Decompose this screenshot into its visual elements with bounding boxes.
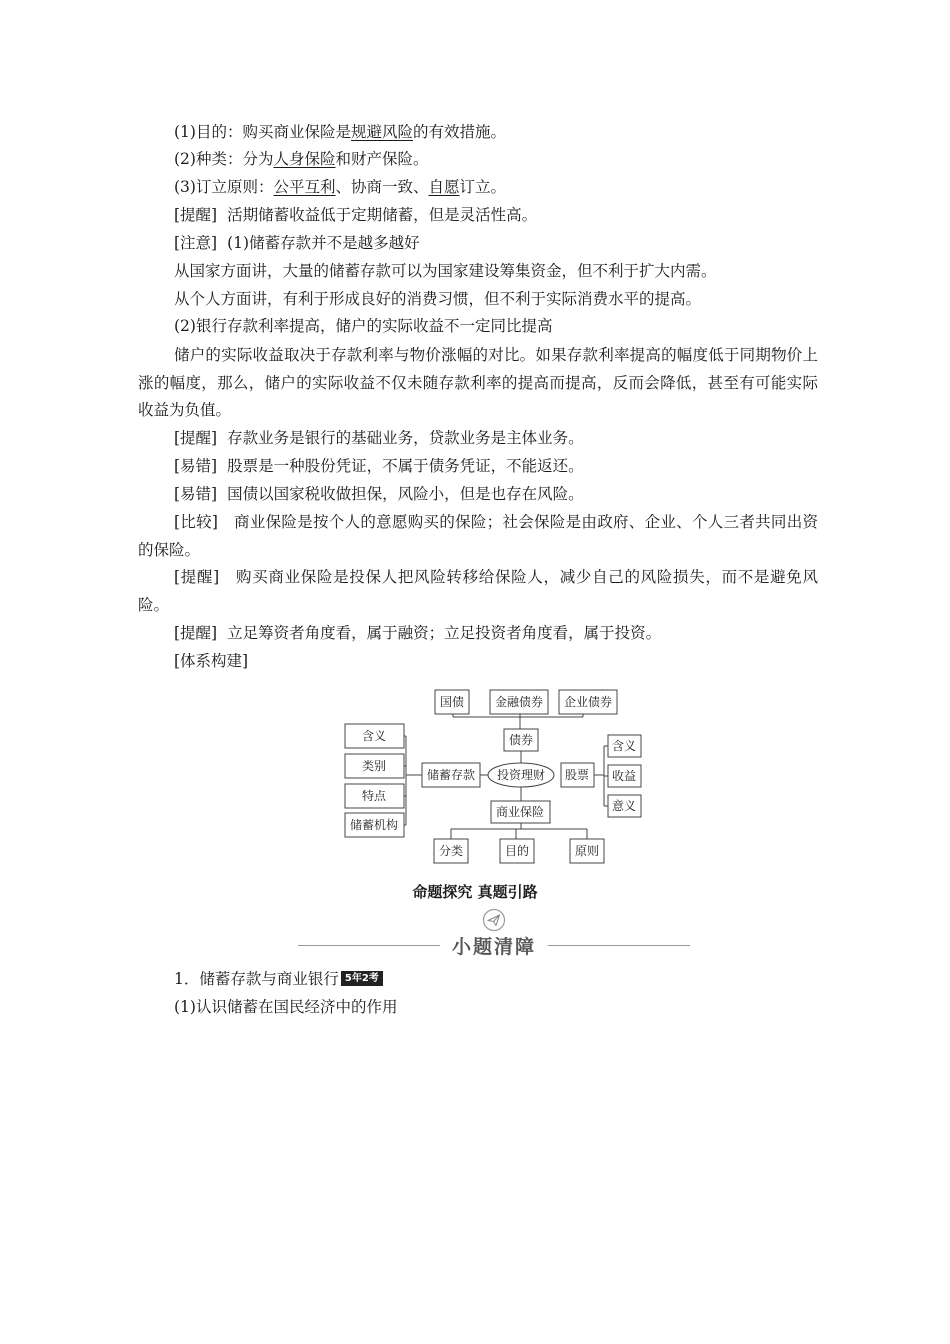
node-left-institutions-label: 储蓄机构 [349, 818, 399, 832]
paragraph-reminder-3: [提醒] 购买商业保险是投保人把风险转移给保险人，减少自己的风险损失，而不是避免风险。 [138, 568, 818, 614]
node-right-return-label: 收益 [611, 769, 637, 783]
banner-title: 小题清障 [451, 936, 536, 958]
node-savings-label: 储蓄存款 [426, 768, 476, 782]
node-left-category-label: 类别 [361, 759, 387, 773]
question-subitem: (1)认识储蓄在国民经济中的作用 [174, 998, 398, 1016]
paragraph-compare: [比较] 商业保险是按个人的意愿购买的保险；社会保险是由政府、企业、个人三者共同出资的保险。 [138, 513, 818, 559]
node-bottom-classification-label: 分类 [438, 844, 464, 858]
line-principles: (3)订立原则：公平互利、协商一致、自愿订立。 [174, 178, 507, 196]
line-error-2: [易错] 国债以国家税收做担保，风险小，但是也存在风险。 [174, 485, 584, 503]
concept-map-diagram [330, 684, 650, 870]
node-left-meaning-label: 含义 [361, 729, 387, 743]
paper-plane-icon [482, 908, 506, 932]
line-reminder-4: [提醒] 立足筹资者角度看，属于融资；立足投资者角度看，属于投资。 [174, 624, 662, 642]
line-error-1: [易错] 股票是一种股份凭证，不属于债务凭证，不能返还。 [174, 457, 584, 475]
node-center-label: 投资理财 [496, 768, 546, 782]
node-corporate-bonds-label: 企业债券 [563, 695, 613, 709]
node-bottom-principle-label: 原则 [574, 844, 600, 858]
node-left-features-label: 特点 [361, 789, 387, 803]
node-financial-bonds-label: 金融债券 [494, 695, 544, 709]
line-personal: 从个人方面讲，有利于形成良好的消费习惯，但不利于实际消费水平的提高。 [174, 290, 702, 308]
line-system: [体系构建] [174, 652, 249, 670]
node-stocks-label: 股票 [564, 768, 590, 782]
line-interest: (2)银行存款利率提高，储户的实际收益不一定同比提高 [174, 317, 553, 335]
section-banner [298, 908, 690, 960]
paragraph-real-return: 储户的实际收益取决于存款利率与物价涨幅的对比。如果存款利率提高的幅度低于同期物价上涨的幅度，那么，储户的实际收益不仅未随存款利率的提高而提高，反而会降低，甚至有可能实际收益为负值。 [138, 346, 818, 419]
exam-frequency-badge: 5年2考 [341, 971, 383, 986]
node-bottom-purpose-label: 目的 [504, 844, 530, 858]
line-reminder-1: [提醒] 活期储蓄收益低于定期储蓄，但是灵活性高。 [174, 206, 538, 224]
line-national: 从国家方面讲，大量的储蓄存款可以为国家建设筹集资金，但不利于扩大内需。 [174, 262, 717, 280]
node-right-significance-label: 意义 [611, 799, 637, 813]
node-right-meaning-label: 含义 [611, 739, 637, 753]
line-note: [注意] (1)储蓄存款并不是越多越好 [174, 234, 420, 252]
node-national-debt-label: 国债 [439, 695, 465, 709]
node-insurance-label: 商业保险 [495, 805, 545, 819]
question-heading: 1．储蓄存款与商业银行 5年2考 [174, 966, 854, 993]
line-reminder-2: [提醒] 存款业务是银行的基础业务，贷款业务是主体业务。 [174, 429, 584, 447]
section-title: 命题探究 真题引路 [412, 883, 538, 901]
line-purpose: (1)目的：购买商业保险是规避风险的有效措施。 [174, 123, 506, 141]
node-bonds-label: 债券 [508, 733, 534, 747]
line-types: (2)种类：分为人身保险和财产保险。 [174, 150, 429, 168]
